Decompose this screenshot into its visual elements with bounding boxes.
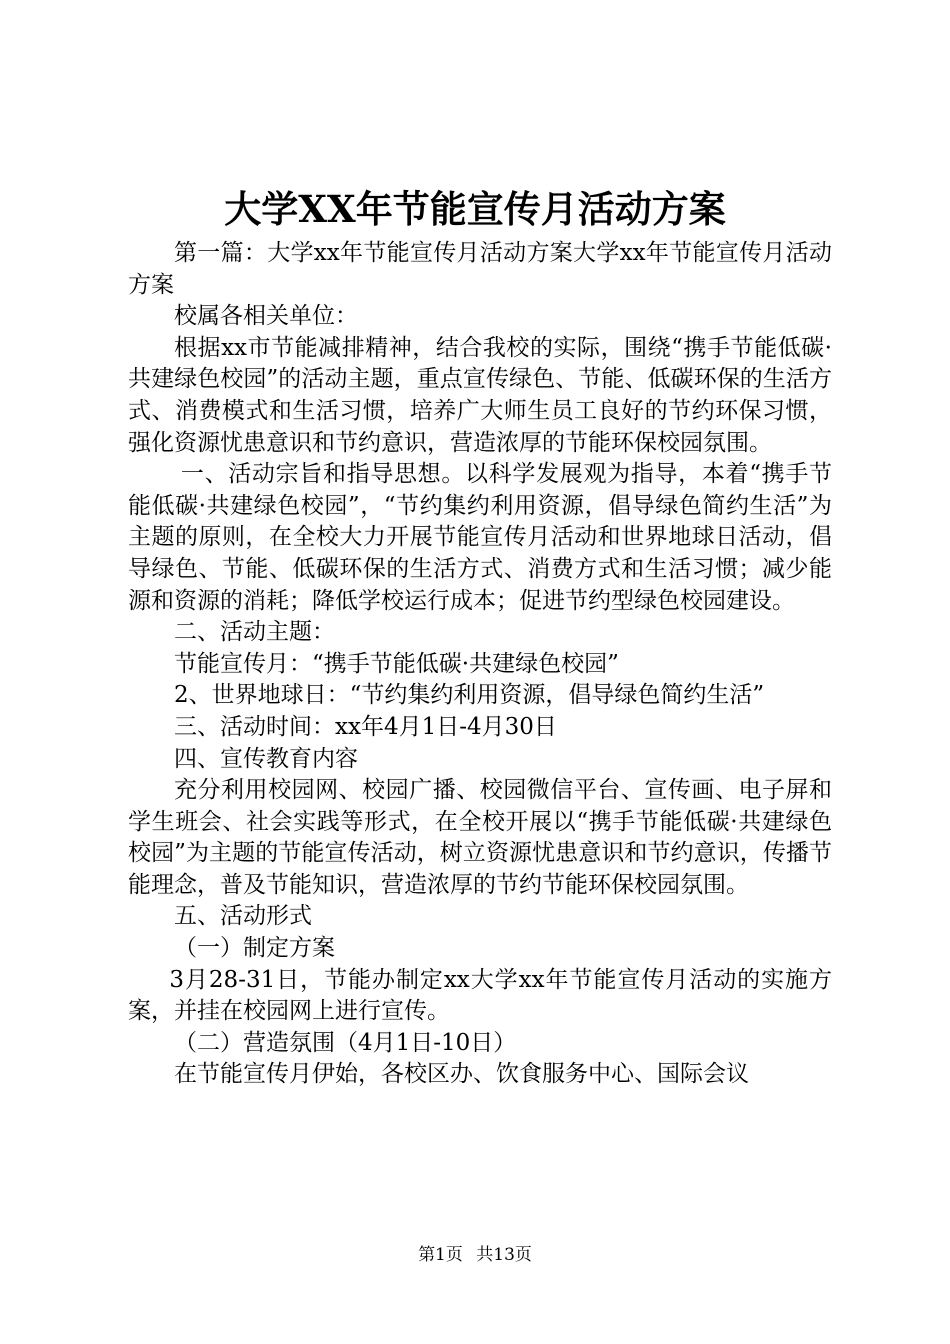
document-body: [128, 238, 832, 1091]
paragraph-theme-1: 节能宣传月：“携手节能低碳·共建绿色校园”: [174, 650, 619, 677]
paragraph-subsection-1-content: 3月28-31日，节能办制定xx大学xx年节能宣传月活动的实施方案，并挂在校园网上进行宣传。: [128, 966, 832, 1025]
paragraph-intro-heading: 第一篇：大学xx年节能宣传月活动方案大学xx年节能宣传月活动方案: [128, 240, 832, 298]
document-title: 大学XX年节能宣传月活动方案: [224, 187, 726, 231]
paragraph-subsection-2-heading: （二）营造氛围（4月1日-10日）: [174, 1029, 517, 1056]
paragraph-section-4-content: 充分利用校园网、校园广播、校园微信平台、宣传画、电子屏和学生班会、社会实践等形式，在全校开展以“携手节能低碳·共建绿色校园”为主题的节能宣传活动，树立资源忧患意识和节约意识，传播节能理念，普及节能知识，营造浓厚的节约节能环保校园氛围。: [128, 777, 832, 898]
total-pages: 共13页: [476, 1245, 532, 1265]
paragraph-section-4-heading: 四、宣传教育内容: [174, 745, 358, 772]
paragraph-section-1: 一、活动宗旨和指导思想。以科学发展观为指导，本着“携手节能低碳·共建绿色校园”，“节约集约利用资源，倡导绿色简约生活”为主题的原则，在全校大力开展节能宣传月活动和世界地球日活动，倡导绿色、节能、低碳环保的生活方式、消费方式和生活习惯；减少能源和资源的消耗；降低学校运行成本；促进节约型绿色校园建设。: [128, 461, 832, 614]
paragraph-section-5-heading: 五、活动形式: [174, 903, 312, 930]
page-footer: [0, 1244, 950, 1266]
paragraph-background: 根据xx市节能减排精神，结合我校的实际，围绕“携手节能低碳·共建绿色校园”的活动主题，重点宣传绿色、节能、低碳环保的生活方式、消费模式和生活习惯，培养广大师生员工良好的节约环保习惯，强化资源忧患意识和节约意识，营造浓厚的节能环保校园氛围。: [128, 334, 832, 456]
paragraph-section-2-heading: 二、活动主题：: [174, 619, 335, 646]
paragraph-subsection-1-heading: （一）制定方案: [174, 935, 335, 962]
paragraph-salutation: 校属各相关单位：: [174, 303, 358, 330]
paragraph-section-3: 三、活动时间：xx年4月1日-4月30日: [174, 713, 557, 740]
page-number: 第1页: [418, 1245, 463, 1265]
paragraph-subsection-2-content: 在节能宣传月伊始，各校区办、饮食服务中心、国际会议: [174, 1061, 749, 1088]
paragraph-theme-2: 2、世界地球日：“节约集约利用资源，倡导绿色简约生活”: [174, 682, 765, 709]
